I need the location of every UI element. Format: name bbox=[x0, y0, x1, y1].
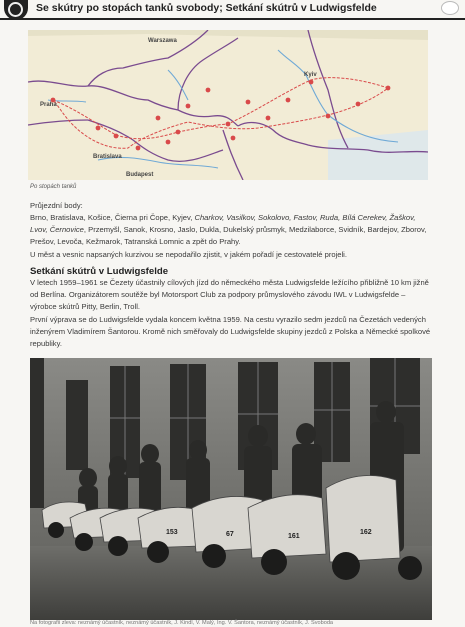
route-map bbox=[28, 30, 428, 180]
section-body bbox=[30, 277, 432, 350]
corner-badge-icon bbox=[441, 1, 459, 15]
cz-logo-icon bbox=[4, 0, 28, 20]
stops-part1: Brno, Bratislava, Košice, Čierna pri Čope, Kyjev, bbox=[30, 213, 195, 222]
map-label-warszawa: Warszawa bbox=[148, 38, 177, 44]
route-map-svg bbox=[28, 30, 428, 180]
plate-2: 67 bbox=[226, 531, 234, 538]
map-label-kyiv: Kyiv bbox=[304, 72, 317, 78]
stops-heading: Průjezdní body: bbox=[30, 201, 83, 210]
stops-italic1: Charkov, Vasilkov, Sokolovo, Fastov, Ruda, Bílá Cerekev, Žaškov, Lvov, bbox=[30, 213, 416, 235]
section-paragraph-2: První výprava se do Ludwigsfelde vydala koncem května 1959. Na cestu vyrazilo sedm jezdců na Čezetách vedených inženýrem Vladimírem Šantorou. Kromě nich směřovaly do Ludwigsfelde skupiny jezdců z Polska a Německé spolkové republiky. bbox=[30, 314, 431, 349]
header-rule bbox=[0, 18, 465, 20]
section-paragraph-1: V letech 1959–1961 se Čezety účastnily cílových jízd do německého města Ludwigsfelde ležícího přibližně 10 km jižně od Berlína. Organizátorem soutěže byl Motorsport Club za podpory průmyslového závodu IWL v Ludwigsfelde – výrobce skútrů Pitty, Berlin, Troll. bbox=[30, 278, 429, 312]
stops-list bbox=[30, 212, 435, 261]
map-label-budapest: Budapest bbox=[126, 172, 154, 178]
header-title: Se skútry po stopách tanků svobody; Setkání skútrů v Ludwigsfelde bbox=[36, 2, 377, 14]
map-label-bratislava: Bratislava bbox=[93, 154, 122, 160]
map-caption: Po stopách tanků bbox=[30, 184, 77, 190]
photo-caption: Na fotografii zleva: neznámý účastník, neznámý účastník, J. Kindl, V. Malý, Ing. V. Šantora, neznámý účastník, J. Svoboda bbox=[30, 620, 334, 626]
plate-4: 162 bbox=[360, 529, 372, 536]
plate-3: 161 bbox=[288, 533, 300, 540]
section-title: Setkání skútrů v Ludwigsfelde bbox=[30, 266, 169, 277]
stops-part3: , Przemyšl, Sanok, Krosno, Jaslo, Dukla, Dukelský průsmyk, Medzilaborce, Svidník, Bardejov, Zborov, Prešov, Levoča, Kežmarok, Tatranská Lomnic a zpět do Prahy. bbox=[30, 225, 427, 247]
stops-note: U měst a vesnic napsaných kurzivou se nepodařilo zjistit, v jakém pořadí je cestovatelé projeli. bbox=[30, 249, 347, 259]
plate-1: 153 bbox=[166, 529, 178, 536]
historic-photo bbox=[30, 358, 432, 620]
page-header bbox=[0, 0, 465, 20]
historic-photo-svg bbox=[30, 358, 432, 620]
map-label-praha: Praha bbox=[40, 102, 57, 108]
stops-italic2: Černovice bbox=[49, 225, 84, 235]
